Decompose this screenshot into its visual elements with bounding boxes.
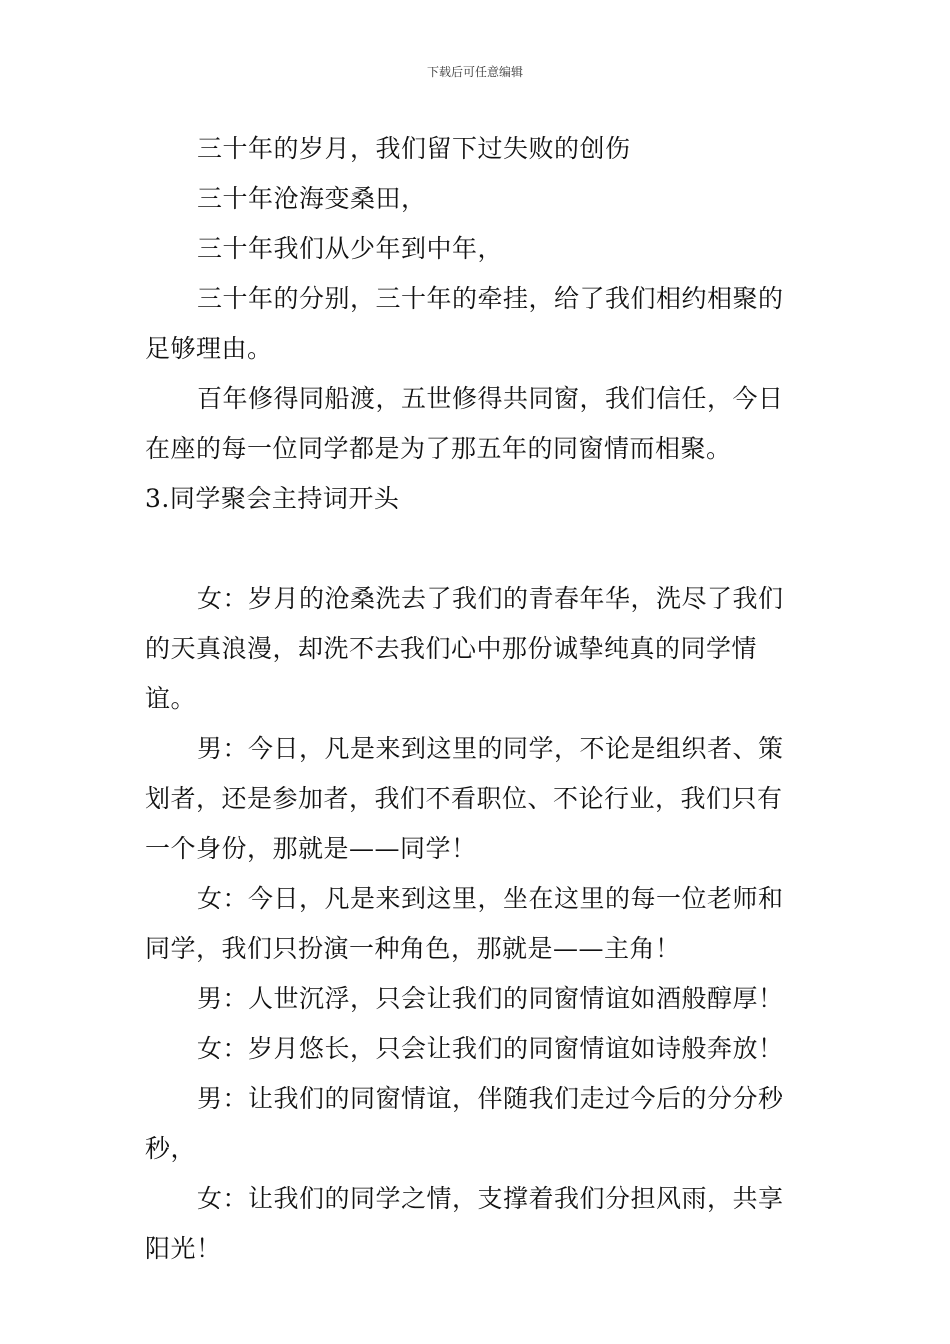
paragraph: 三十年的岁月，我们留下过失败的创伤 <box>197 134 631 163</box>
dialogue-line: 女：岁月的沧桑洗去了我们的青春年华，洗尽了我们的天真浪漫，却洗不去我们心中那份诚挚纯真的同学情谊。 <box>145 584 784 713</box>
page-header-note: 下载后可任意编辑 <box>426 65 523 79</box>
dialogue-line: 女：岁月悠长，只会让我们的同窗情谊如诗般奔放！ <box>197 1034 784 1063</box>
dialogue-line: 男：人世沉浮，只会让我们的同窗情谊如酒般醇厚！ <box>197 984 784 1013</box>
paragraph: 三十年我们从少年到中年， <box>197 234 504 263</box>
paragraph: 三十年的分别，三十年的牵挂，给了我们相约相聚的足够理由。 <box>145 284 784 363</box>
dialogue-line: 女：让我们的同学之情，支撑着我们分担风雨，共享阳光！ <box>145 1184 784 1263</box>
dialogue-line: 男：今日，凡是来到这里的同学，不论是组织者、策划者，还是参加者，我们不看职位、不论行业，我们只有一个身份，那就是——同学！ <box>145 734 784 863</box>
dialogue-line: 男：让我们的同窗情谊，伴随我们走过今后的分分秒秒， <box>145 1084 784 1163</box>
document-body <box>145 124 807 1274</box>
paragraph: 百年修得同船渡，五世修得共同窗，我们信任，今日在座的每一位同学都是为了那五年的同窗情而相聚。 <box>145 384 784 463</box>
blank-line <box>145 524 807 574</box>
section-heading: 3.同学聚会主持词开头 <box>145 484 400 513</box>
paragraph: 三十年沧海变桑田， <box>197 184 427 213</box>
dialogue-line: 女：今日，凡是来到这里，坐在这里的每一位老师和同学，我们只扮演一种角色，那就是——主角！ <box>145 884 784 963</box>
